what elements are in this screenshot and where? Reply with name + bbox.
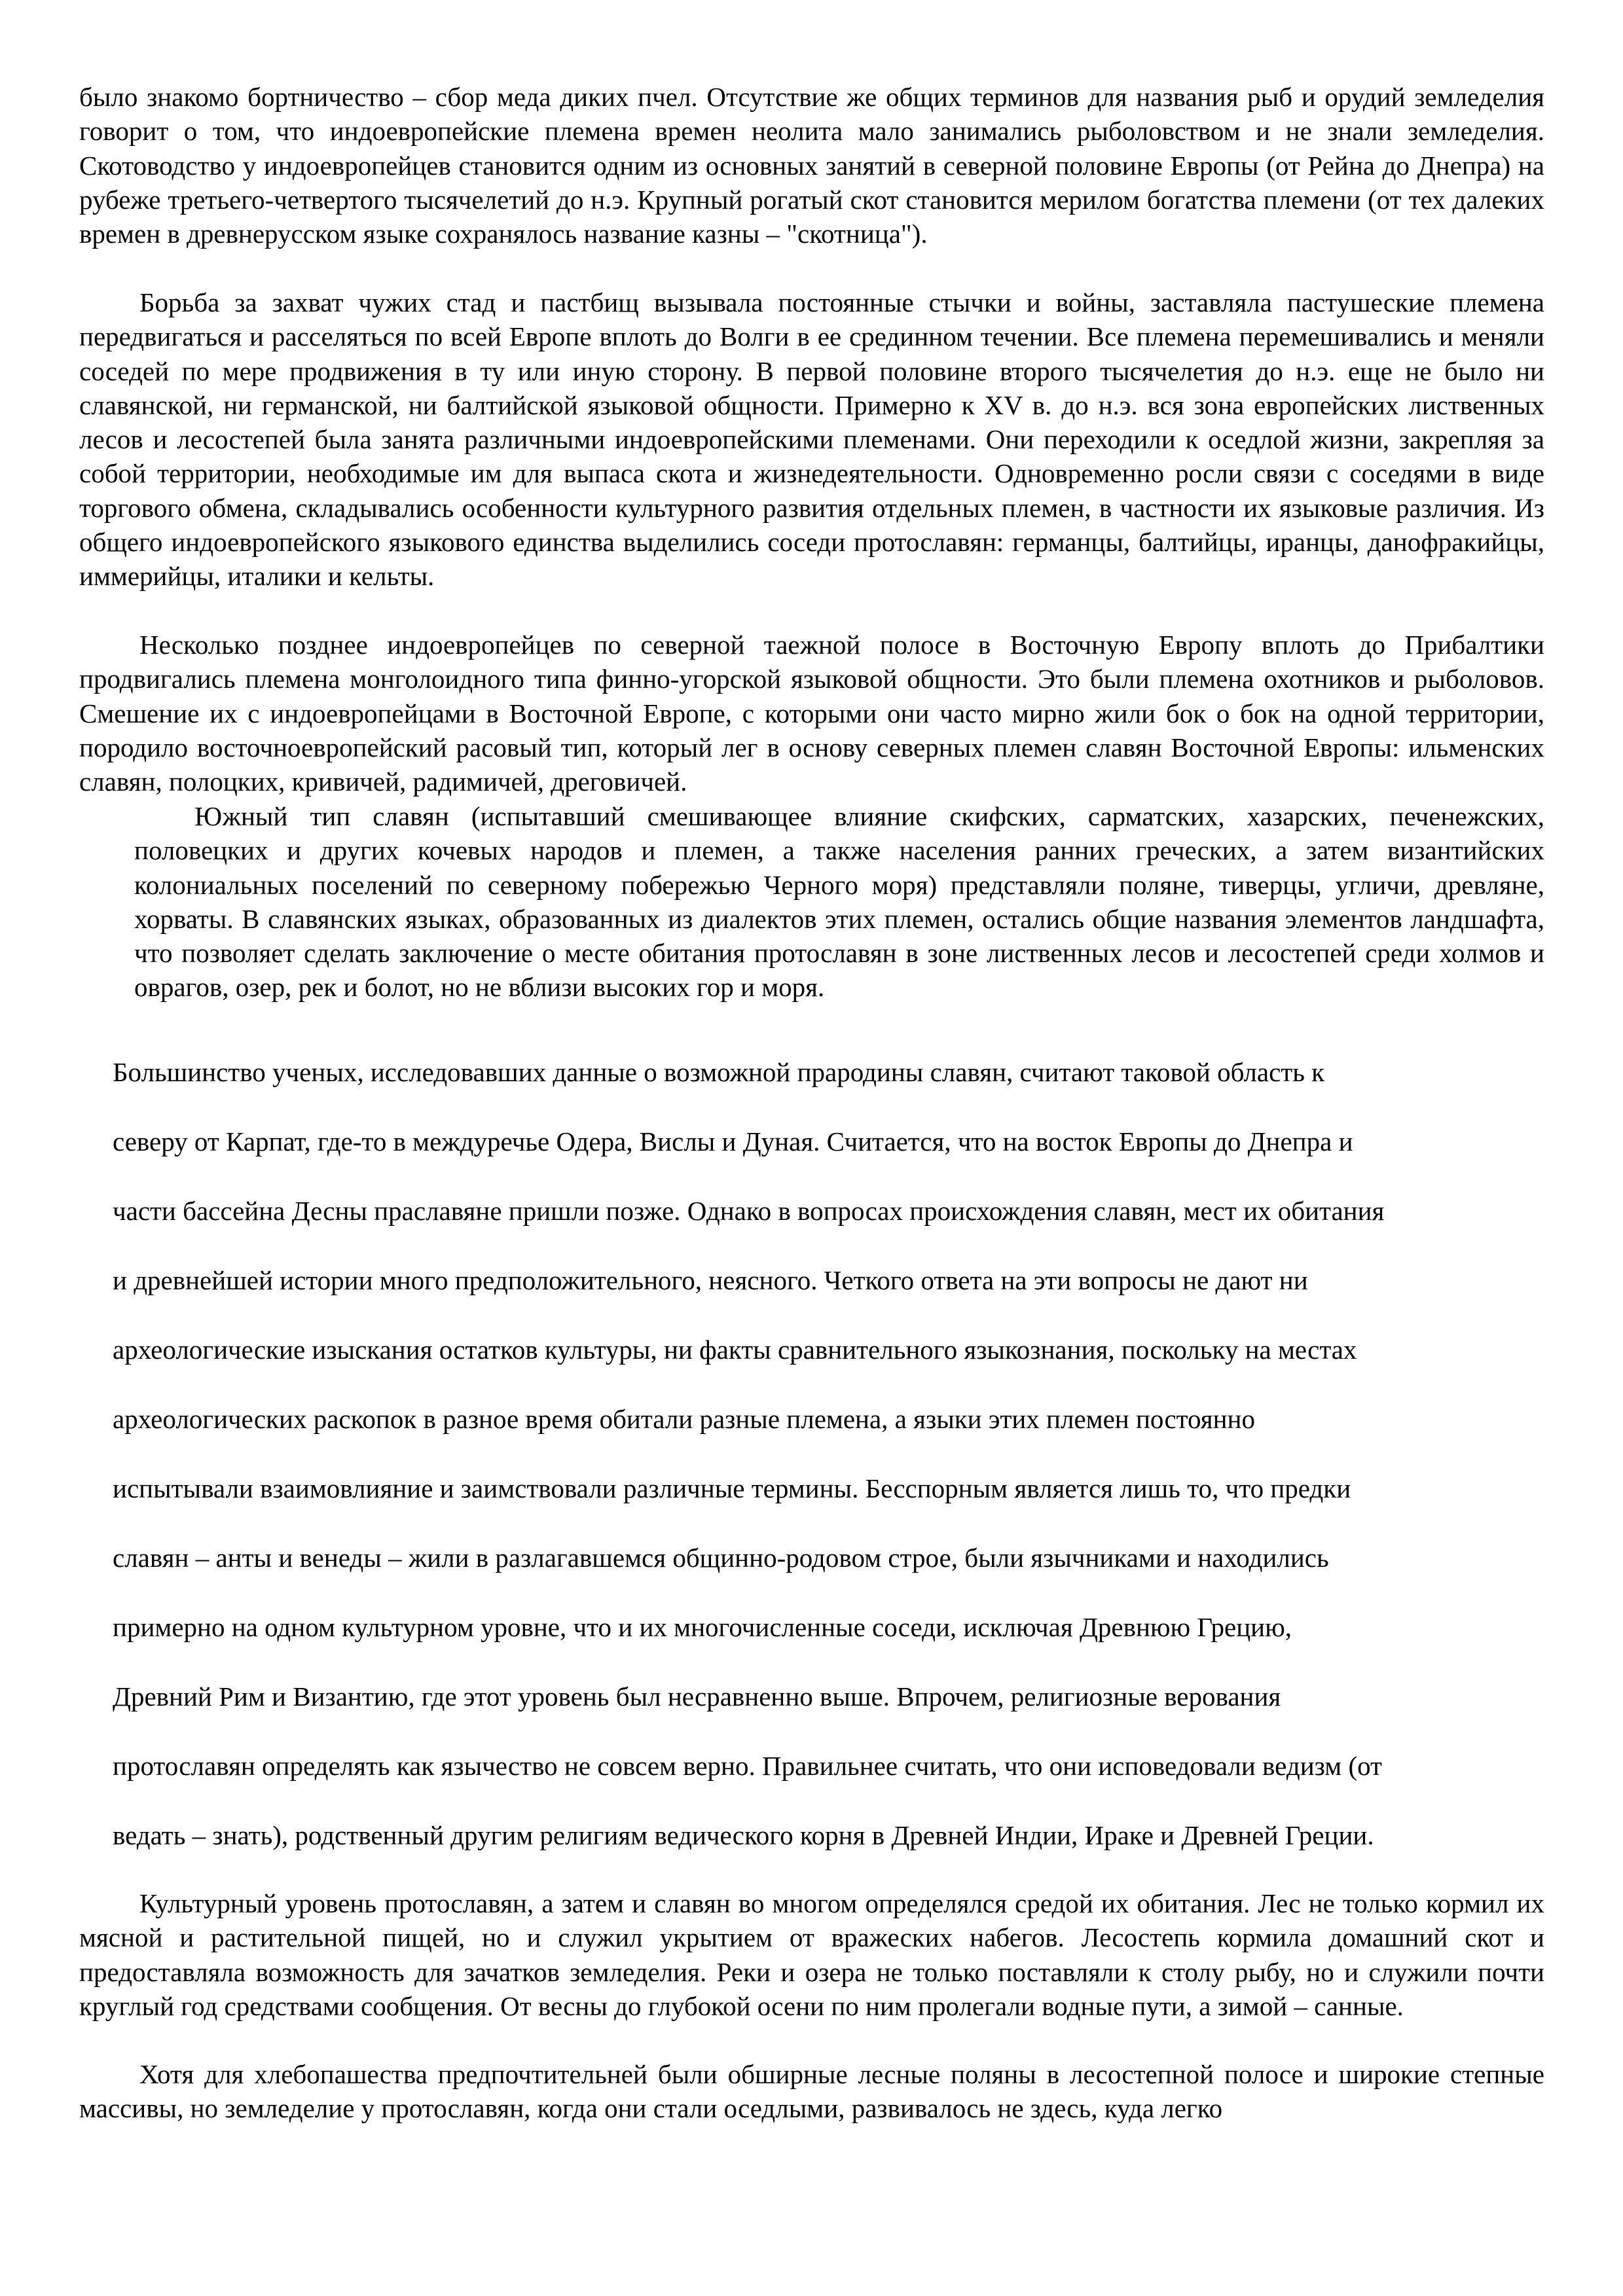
text-line: Древний Рим и Византию, где этот уровень был несравненно выше. Впрочем, религиозные верования <box>113 1681 1281 1712</box>
text-line: славян – анты и венеды – жили в разлагавшемся общинно-родовом строе, были язычниками и находились <box>113 1543 1329 1573</box>
paragraph: Борьба за захват чужих стад и пастбищ вызывала постоянные стычки и войны, заставляла пастушеские племена передвигаться и расселяться по всей Европе вплоть до Волги в ее срединном течении. Все племена перемешивались и меняли соседей по мере продвижения в ту или иную сторону. В первой половине второго тысячелетия до н.э. еще не было ни славянской, ни германской, ни балтийской языковой общности. Примерно к XV в. до н.э. вся зона европейских лиственных лесов и лесостепей была занята различными индоевропейскими племенами. Они переходили к оседлой жизни, закрепляя за собой территории, необходимые им для выпаса скота и жизнедеятельности. Одновременно росли связи с соседями в виде торгового обмена, складывались особенности культурного развития отдельных племен, в частности их языковые различия. Из общего индоевропейского языкового единства выделились соседи протославян: германцы, балтийцы, иранцы, данофракийцы, иммерийцы, италики и кельты. <box>79 287 1544 592</box>
paragraph: было знакомо бортничество – сбор меда диких пчел. Отсутствие же общих терминов для названия рыб и орудий земледелия говорит о том, что индоевропейские племена времен неолита мало занимались рыболовством и не знали земледелия. Скотоводство у индоевропейцев становится одним из основных занятий в северной половине Европы (от Рейна до Днепра) на рубеже третьего-четвертого тысячелетий до н.э. Крупный рогатый скот становится мерилом богатства племени (от тех далеких времен в древнерусском языке сохранялось название казны – "скотница"). <box>79 82 1544 249</box>
text-line: протославян определять как язычество не совсем верно. Правильнее считать, что они исповедовали ведизм (от <box>113 1751 1382 1781</box>
paragraph: Хотя для хлебопашества предпочтительней были обширные лесные поляны в лесостепной полосе и широкие степные массивы, но земледелие у протославян, когда они стали оседлыми, развивалось не здесь, куда легко <box>79 2059 1544 2124</box>
text-line: ведать – знать), родственный другим религиям ведического корня в Древней Индии, Ираке и Древней Греции. <box>113 1820 1374 1850</box>
text-line: и древнейшей истории много предположительного, неясного. Четкого ответа на эти вопросы не дают ни <box>113 1265 1308 1295</box>
spaced-paragraph <box>113 1037 1544 1870</box>
text-line: Большинство ученых, исследовавших данные о возможной прародины славян, считают таковой область к <box>113 1057 1325 1087</box>
text-line: северу от Карпат, где-то в междуречье Одера, Вислы и Дуная. Считается, что на восток Европы до Днепра и <box>113 1126 1353 1157</box>
text-line: испытывали взаимовлияние и заимствовали различные термины. Бесспорным является лишь то, что предки <box>113 1473 1351 1503</box>
text-line: археологические изыскания остатков культуры, ни факты сравнительного языкознания, поскольку на местах <box>113 1335 1357 1365</box>
text-line: примерно на одном культурном уровне, что и их многочисленные соседи, исключая Древнюю Грецию, <box>113 1612 1292 1642</box>
paragraph: Несколько позднее индоевропейцев по северной таежной полосе в Восточную Европу вплоть до Прибалтики продвигались племена монголоидного типа финно-угорской языковой общности. Это были племена охотников и рыболовов. Смешение их с индоевропейцами в Восточной Европе, с которыми они часто мирно жили бок о бок на одной территории, породило восточноевропейский расовый тип, который лег в основу северных племен славян Восточной Европы: ильменских славян, полоцких, кривичей, радимичей, дреговичей. <box>79 630 1544 797</box>
text-line: археологических раскопок в разное время обитали разные племена, а языки этих племен постоянно <box>113 1404 1255 1434</box>
paragraph: Культурный уровень протославян, а затем и славян во многом определялся средой их обитания. Лес не только кормил их мясной и растительной пищей, но и служил укрытием от вражеских набегов. Лесостепь кормила домашний скот и предоставляла возможность для зачатков земледелия. Реки и озера не только поставляли к столу рыбу, но и служили почти круглый год средствами сообщения. От весны до глубокой осени по ним пролегали водные пути, а зимой – санные. <box>79 1888 1544 2021</box>
paragraph-indented-block: Южный тип славян (испытавший смешивающее влияние скифских, сарматских, хазарских, печенежских, половецких и других кочевых народов и племен, а также населения ранних греческих, а затем византийских колониальных поселений по северному побережью Черного моря) представляли поляне, тиверцы, угличи, древляне, хорваты. В славянских языках, образованных из диалектов этих племен, остались общие названия элементов ландшафта, что позволяет сделать заключение о месте обитания протославян в зоне лиственных лесов и лесостепей среди холмов и оврагов, озер, рек и болот, но не вблизи высоких гор и моря. <box>134 801 1544 1003</box>
text-line: части бассейна Десны праславяне пришли позже. Однако в вопросах происхождения славян, мест их обитания <box>113 1196 1385 1226</box>
